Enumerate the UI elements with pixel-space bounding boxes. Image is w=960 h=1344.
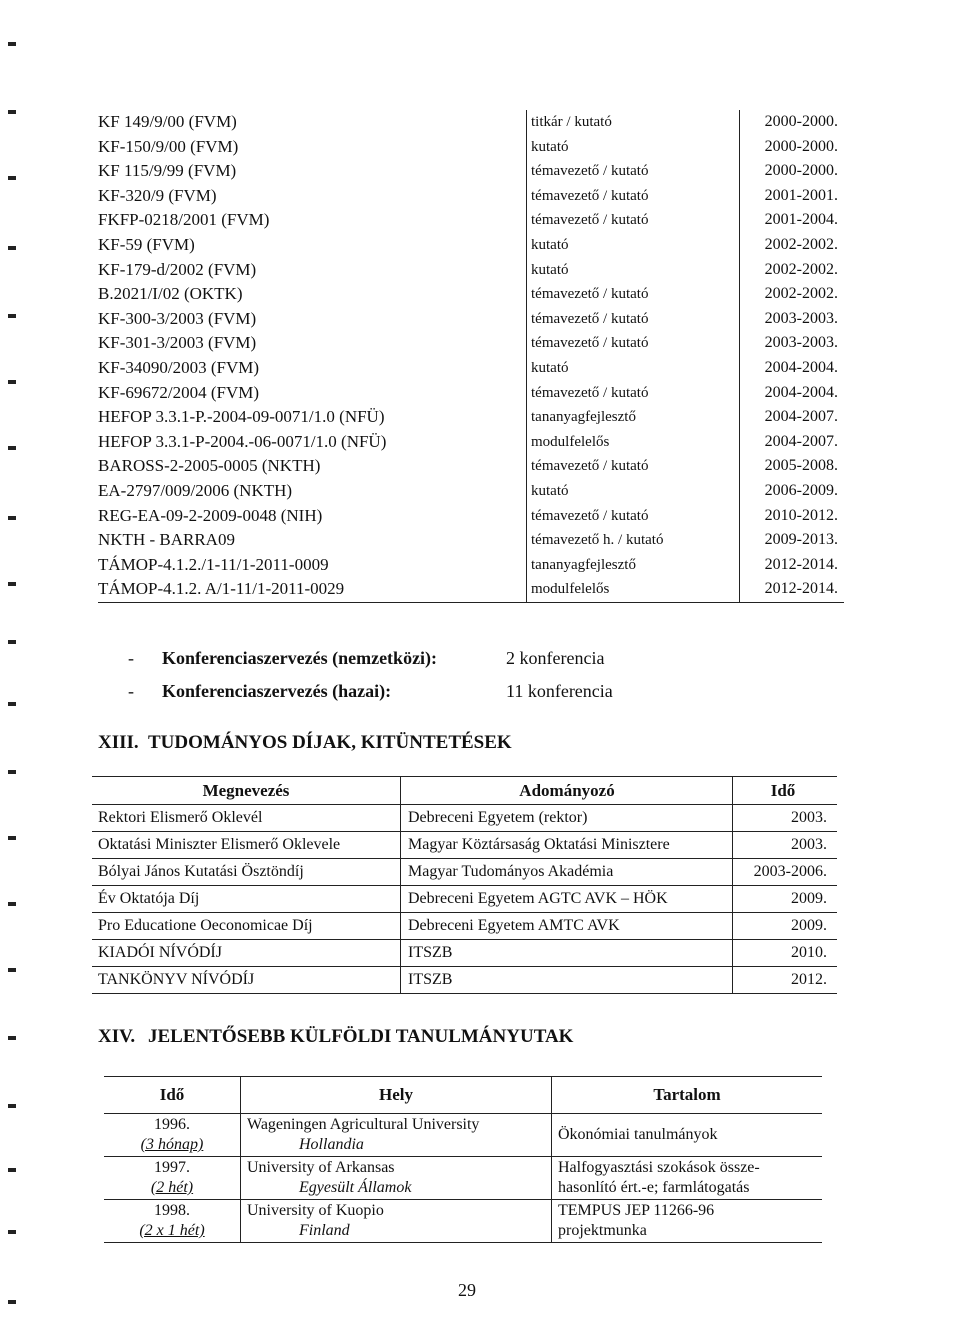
table-row xyxy=(98,356,844,381)
scan-mark xyxy=(8,1036,16,1040)
project-code: KF-301-3/2003 (FVM) xyxy=(98,333,257,353)
table-row xyxy=(98,528,844,553)
trip-institution: University of Kuopio xyxy=(247,1202,384,1219)
table-row xyxy=(98,307,844,332)
trip-country: Finland xyxy=(299,1222,350,1239)
column-header: Hely xyxy=(241,1077,552,1114)
project-period: 2001-2001. xyxy=(740,184,845,209)
project-period: 2012-2014. xyxy=(740,577,845,602)
project-code: KF-34090/2003 (FVM) xyxy=(98,357,260,377)
project-role: modulfelelős xyxy=(527,430,740,455)
scan-mark xyxy=(8,640,16,644)
scan-mark xyxy=(8,1300,16,1304)
conference-list xyxy=(128,642,613,708)
scan-mark xyxy=(8,314,16,318)
project-code: KF 115/9/99 (FVM) xyxy=(98,161,237,181)
table-row xyxy=(104,1114,822,1157)
trip-country: Egyesült Államok xyxy=(299,1179,412,1196)
table-row xyxy=(98,233,844,258)
column-header: Adományozó xyxy=(401,777,733,805)
trip-content xyxy=(552,1114,823,1157)
scan-mark xyxy=(8,702,16,706)
trip-content xyxy=(552,1200,823,1243)
award-name: Rektori Elismerő Oklevél xyxy=(98,809,263,826)
table-row xyxy=(98,504,844,529)
project-period: 2002-2002. xyxy=(740,233,845,258)
scan-mark xyxy=(8,176,16,180)
scan-mark xyxy=(8,1104,16,1108)
table-row xyxy=(98,110,844,135)
project-role: kutató xyxy=(527,356,740,381)
award-name: TANKÖNYV NÍVÓDÍJ xyxy=(98,971,255,988)
scan-mark xyxy=(8,902,16,906)
table-row xyxy=(92,886,837,913)
project-code: KF 149/9/00 (FVM) xyxy=(98,112,237,131)
table-row xyxy=(98,454,844,479)
project-period: 2004-2004. xyxy=(740,356,845,381)
project-code: B.2021/I/02 (OKTK) xyxy=(98,284,243,304)
award-grantor: Debreceni Egyetem AGTC AVK – HÖK xyxy=(401,886,733,913)
scan-edge-marks xyxy=(0,0,20,1344)
section-number: XIII. xyxy=(98,732,139,753)
table-row xyxy=(104,1200,822,1243)
project-code: BAROSS-2-2005-0005 (NKTH) xyxy=(98,456,321,476)
trip-year: 1997. xyxy=(154,1159,190,1176)
project-code: KF-320/9 (FVM) xyxy=(98,185,217,205)
conference-item xyxy=(128,642,613,675)
trip-year: 1996. xyxy=(154,1116,190,1133)
award-name: Oktatási Miniszter Elismerő Oklevele xyxy=(98,836,341,853)
award-year: 2012. xyxy=(733,967,838,994)
project-table xyxy=(98,110,844,603)
table-row xyxy=(98,405,844,430)
award-grantor: ITSZB xyxy=(401,940,733,967)
award-name: KIADÓI NÍVÓDÍJ xyxy=(98,944,222,961)
section-heading-awards xyxy=(98,732,512,754)
scan-mark xyxy=(8,968,16,972)
scan-mark xyxy=(8,770,16,774)
trip-duration: (2 x 1 hét) xyxy=(139,1222,205,1239)
project-code: FKFP-0218/2001 (FVM) xyxy=(98,210,270,230)
column-header: Idő xyxy=(733,777,838,805)
project-code: TÁMOP-4.1.2./1-11/1-2011-0009 xyxy=(98,554,329,574)
project-period: 2003-2003. xyxy=(740,307,845,332)
project-role: témavezető h. / kutató xyxy=(527,528,740,553)
scan-mark xyxy=(8,110,16,114)
project-period: 2002-2002. xyxy=(740,258,845,283)
section-heading-study-trips xyxy=(98,1026,573,1048)
project-role: témavezető / kutató xyxy=(527,454,740,479)
scan-mark xyxy=(8,246,16,250)
conference-count: 11 konferencia xyxy=(506,681,613,701)
table-row xyxy=(98,331,844,356)
trip-duration: (2 hét) xyxy=(150,1179,194,1196)
table-row xyxy=(98,208,844,233)
award-year: 2003-2006. xyxy=(733,859,838,886)
scan-mark xyxy=(8,446,16,450)
project-period: 2003-2003. xyxy=(740,331,845,356)
trip-duration: (3 hónap) xyxy=(140,1136,204,1153)
trip-content-line: TEMPUS JEP 11266-96 xyxy=(558,1202,715,1219)
award-grantor: Magyar Köztársaság Oktatási Minisztere xyxy=(401,832,733,859)
table-row xyxy=(98,577,844,602)
page-number: 29 xyxy=(458,1280,476,1300)
project-role: témavezető / kutató xyxy=(527,184,740,209)
section-title: TUDOMÁNYOS DÍJAK, KITÜNTETÉSEK xyxy=(148,732,512,753)
table-row xyxy=(92,913,837,940)
trip-time xyxy=(104,1157,241,1200)
table-row xyxy=(98,258,844,283)
table-header-row xyxy=(104,1077,822,1114)
trip-content-line: projektmunka xyxy=(558,1222,647,1239)
project-period: 2002-2002. xyxy=(740,282,845,307)
trip-institution: Wageningen Agricultural University xyxy=(247,1116,480,1133)
project-period: 2004-2004. xyxy=(740,381,845,406)
project-role: kutató xyxy=(527,479,740,504)
table-row xyxy=(98,184,844,209)
conference-item xyxy=(128,675,613,708)
project-code: KF-59 (FVM) xyxy=(98,234,195,254)
project-code: KF-300-3/2003 (FVM) xyxy=(98,308,257,328)
award-year: 2010. xyxy=(733,940,838,967)
award-year: 2009. xyxy=(733,913,838,940)
table-row xyxy=(98,282,844,307)
award-grantor: Debreceni Egyetem (rektor) xyxy=(401,805,733,832)
list-dash: - xyxy=(128,681,134,701)
table-row xyxy=(98,159,844,184)
table-row xyxy=(92,967,837,994)
project-period: 2010-2012. xyxy=(740,504,845,529)
table-row xyxy=(92,940,837,967)
project-period: 2005-2008. xyxy=(740,454,845,479)
award-name: Év Oktatója Díj xyxy=(98,890,200,907)
project-role: témavezető / kutató xyxy=(527,282,740,307)
scan-mark xyxy=(8,1230,16,1234)
section-number: XIV. xyxy=(98,1026,136,1047)
trip-time xyxy=(104,1200,241,1243)
project-code: KF-179-d/2002 (FVM) xyxy=(98,259,257,279)
trip-content xyxy=(552,1157,823,1200)
table-row xyxy=(92,832,837,859)
trip-content-line: hasonlító ért.-e; farmlátogatás xyxy=(558,1179,750,1196)
project-period: 2012-2014. xyxy=(740,553,845,578)
scan-mark xyxy=(8,516,16,520)
scan-mark xyxy=(8,380,16,384)
award-grantor: ITSZB xyxy=(401,967,733,994)
project-role: témavezető / kutató xyxy=(527,331,740,356)
trip-year: 1998. xyxy=(154,1202,190,1219)
list-dash: - xyxy=(128,648,134,668)
project-role: titkár / kutató xyxy=(527,110,740,135)
column-header: Tartalom xyxy=(552,1077,823,1114)
project-code: HEFOP 3.3.1-P.-2004-09-0071/1.0 (NFÜ) xyxy=(98,407,385,427)
table-row xyxy=(92,805,837,832)
trip-place xyxy=(241,1157,552,1200)
scan-mark xyxy=(8,42,16,46)
project-role: kutató xyxy=(527,135,740,160)
project-period: 2004-2007. xyxy=(740,405,845,430)
column-header: Megnevezés xyxy=(202,780,290,800)
scan-mark xyxy=(8,1168,16,1172)
project-period: 2000-2000. xyxy=(740,135,845,160)
project-code: EA-2797/009/2006 (NKTH) xyxy=(98,480,293,500)
table-row xyxy=(98,553,844,578)
award-name: Bólyai János Kutatási Ösztöndíj xyxy=(98,863,304,880)
study-trips-table xyxy=(104,1076,822,1243)
project-role: tananyagfejlesztő xyxy=(527,553,740,578)
project-period: 2009-2013. xyxy=(740,528,845,553)
award-year: 2009. xyxy=(733,886,838,913)
project-period: 2004-2007. xyxy=(740,430,845,455)
table-row xyxy=(98,479,844,504)
project-code: KF-150/9/00 (FVM) xyxy=(98,136,239,156)
table-header-row xyxy=(92,777,837,805)
scan-mark xyxy=(8,836,16,840)
project-role: témavezető / kutató xyxy=(527,504,740,529)
project-role: tananyagfejlesztő xyxy=(527,405,740,430)
project-role: kutató xyxy=(527,258,740,283)
project-code: REG-EA-09-2-2009-0048 (NIH) xyxy=(98,505,323,525)
section-title: JELENTŐSEBB KÜLFÖLDI TANULMÁNYUTAK xyxy=(148,1026,574,1047)
project-period: 2000-2000. xyxy=(740,159,845,184)
award-year: 2003. xyxy=(733,805,838,832)
project-period: 2000-2000. xyxy=(740,110,845,135)
conference-count: 2 konferencia xyxy=(506,648,605,668)
trip-place xyxy=(241,1200,552,1243)
project-code: KF-69672/2004 (FVM) xyxy=(98,382,260,402)
project-role: témavezető / kutató xyxy=(527,307,740,332)
trip-time xyxy=(104,1114,241,1157)
conference-label: Konferenciaszervezés (nemzetközi): xyxy=(162,648,438,668)
project-code: HEFOP 3.3.1-P-2004.-06-0071/1.0 (NFÜ) xyxy=(98,431,387,451)
project-role: témavezető / kutató xyxy=(527,381,740,406)
table-row xyxy=(98,135,844,160)
award-grantor: Magyar Tudományos Akadémia xyxy=(401,859,733,886)
project-code: TÁMOP-4.1.2. A/1-11/1-2011-0029 xyxy=(98,577,527,602)
award-name: Pro Educatione Oeconomicae Díj xyxy=(98,917,313,934)
award-year: 2003. xyxy=(733,832,838,859)
project-role: témavezető / kutató xyxy=(527,159,740,184)
table-row xyxy=(104,1157,822,1200)
award-grantor: Debreceni Egyetem AMTC AVK xyxy=(401,913,733,940)
table-row xyxy=(98,381,844,406)
project-role: témavezető / kutató xyxy=(527,208,740,233)
trip-country: Hollandia xyxy=(299,1136,364,1153)
trip-institution: University of Arkansas xyxy=(247,1159,395,1176)
awards-table xyxy=(92,776,837,994)
trip-place xyxy=(241,1114,552,1157)
project-role: modulfelelős xyxy=(527,577,740,602)
project-period: 2006-2009. xyxy=(740,479,845,504)
project-period: 2001-2004. xyxy=(740,208,845,233)
column-header: Idő xyxy=(159,1085,185,1104)
conference-label: Konferenciaszervezés (hazai): xyxy=(162,681,392,701)
trip-content-line: Halfogyasztási szokások össze- xyxy=(558,1159,760,1176)
table-row xyxy=(98,430,844,455)
scan-mark xyxy=(8,582,16,586)
project-role: kutató xyxy=(527,233,740,258)
table-row xyxy=(92,859,837,886)
project-code: NKTH - BARRA09 xyxy=(98,530,235,550)
trip-content-line: Ökonómiai tanulmányok xyxy=(558,1126,718,1143)
